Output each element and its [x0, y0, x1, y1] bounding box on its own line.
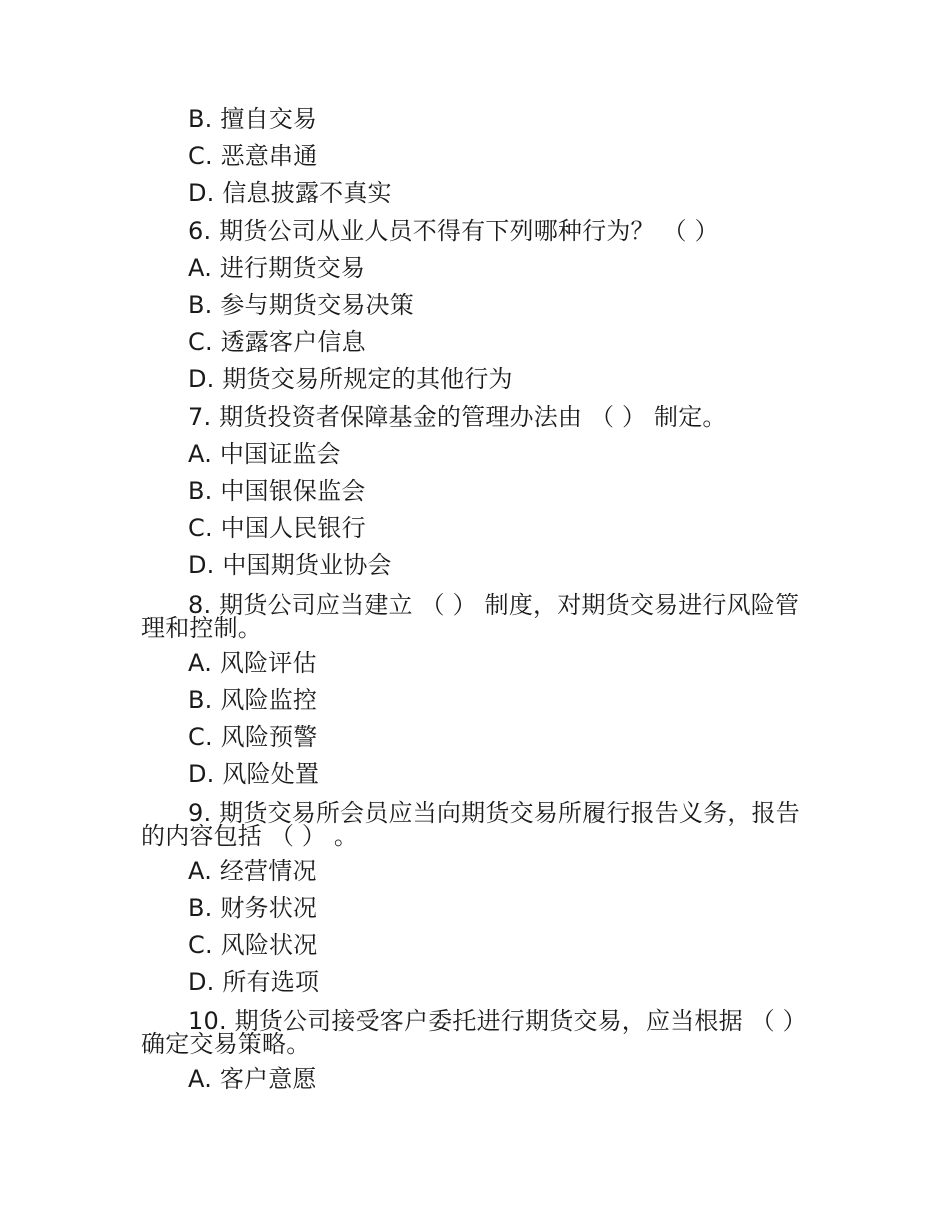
option-8d: D. 风险处置 [188, 760, 320, 788]
option-6d: D. 期货交易所规定的其他行为 [188, 365, 513, 393]
option-7b: B. 中国银保监会 [188, 477, 366, 505]
option-6a: A. 进行期货交易 [188, 254, 366, 282]
question-9: 9. 期货交易所会员应当向期货交易所履行报告义务，报告 [188, 799, 800, 827]
question-7: 7. 期货投资者保障基金的管理办法由 （ ） 制定。 [188, 403, 727, 431]
question-6: 6. 期货公司从业人员不得有下列哪种行为？ （ ） [188, 217, 719, 245]
question-9-continued: 的内容包括 （ ） 。 [141, 822, 359, 850]
option-5b: B. 擅自交易 [188, 105, 318, 133]
option-5c: C. 恶意串通 [188, 142, 318, 170]
option-9c: C. 风险状况 [188, 931, 318, 959]
question-8: 8. 期货公司应当建立 （ ） 制度，对期货交易进行风险管 [188, 591, 800, 619]
option-7d: D. 中国期货业协会 [188, 551, 392, 579]
option-8c: C. 风险预警 [188, 723, 318, 751]
option-5d: D. 信息披露不真实 [188, 179, 392, 207]
question-10-continued: 确定交易策略。 [141, 1030, 311, 1058]
option-7a: A. 中国证监会 [188, 440, 341, 468]
option-10a: A. 客户意愿 [188, 1065, 317, 1093]
option-9a: A. 经营情况 [188, 857, 317, 885]
option-8b: B. 风险监控 [188, 686, 318, 714]
option-7c: C. 中国人民银行 [188, 514, 366, 542]
option-8a: A. 风险评估 [188, 649, 317, 677]
option-9d: D. 所有选项 [188, 968, 320, 996]
option-6b: B. 参与期货交易决策 [188, 291, 414, 319]
option-9b: B. 财务状况 [188, 894, 318, 922]
question-10: 10. 期货公司接受客户委托进行期货交易，应当根据 （ ） [188, 1007, 807, 1035]
option-6c: C. 透露客户信息 [188, 328, 366, 356]
question-8-continued: 理和控制。 [141, 614, 262, 642]
